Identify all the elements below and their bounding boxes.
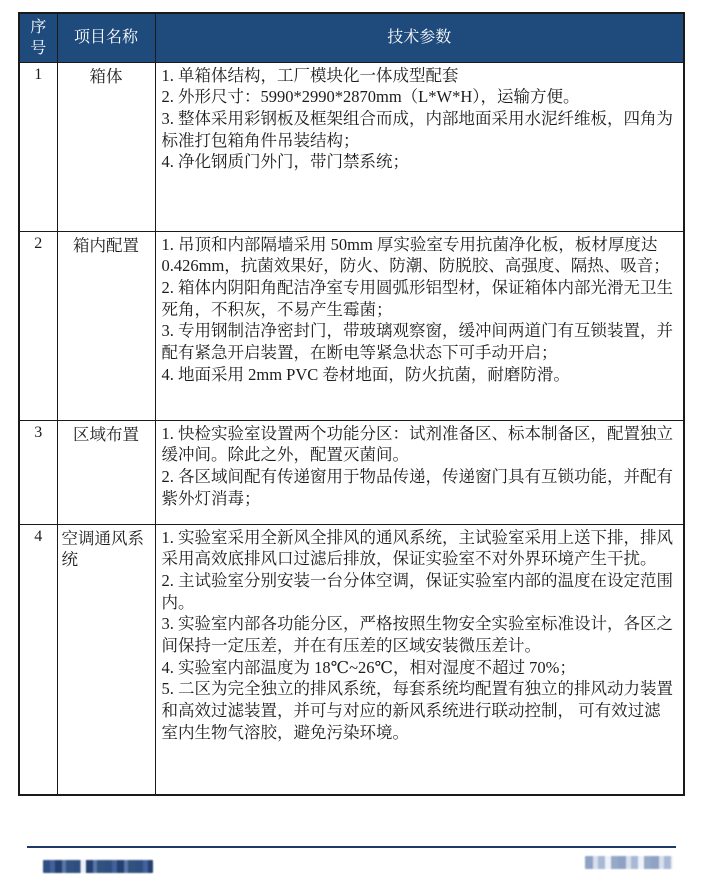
row-params bbox=[155, 420, 684, 524]
row-params bbox=[155, 231, 684, 420]
column-header-index: 序号 bbox=[19, 13, 57, 62]
row-params bbox=[155, 524, 684, 795]
row-index: 3 bbox=[19, 420, 57, 524]
param-item: 1. 快检实验室设置两个功能分区：试剂准备区、标本制备区，配置独立缓冲间。除此之外，配置灭菌间。 bbox=[161, 423, 673, 465]
param-item: 2. 各区域间配有传递窗用于物品传递，传递窗门具有互锁功能，并配有紫外灯消毒； bbox=[161, 466, 673, 508]
spec-table bbox=[18, 12, 685, 796]
table-row bbox=[19, 524, 684, 795]
param-item: 3. 整体采用彩钢板及框架组合而成，内部地面采用水泥纤维板，四角为标准打包箱角件吊装结构； bbox=[161, 108, 673, 150]
param-item: 3. 专用钢制洁净密封门，带玻璃观察窗，缓冲间两道门有互锁装置，并配有紧急开启装置，在断电等紧急状态下可手动开启； bbox=[161, 321, 673, 363]
row-name: 箱内配置 bbox=[57, 231, 155, 420]
row-name: 区域布置 bbox=[57, 420, 155, 524]
table-row bbox=[19, 420, 684, 524]
param-item: 1. 单箱体结构，工厂模块化一体成型配套 bbox=[161, 65, 459, 85]
row-index: 2 bbox=[19, 231, 57, 420]
footer-divider-line bbox=[27, 846, 676, 848]
row-name: 空调通风系统 bbox=[57, 524, 155, 795]
table-row bbox=[19, 62, 684, 231]
table-row bbox=[19, 231, 684, 420]
param-item: 4. 净化钢质门外门，带门禁系统； bbox=[161, 152, 409, 172]
column-header-name: 项目名称 bbox=[57, 13, 155, 62]
param-item: 2. 箱体内阴阳角配洁净室专用圆弧形铝型材，保证箱体内部光滑无卫生死角，不积灰，不易产生霉菌； bbox=[161, 277, 673, 319]
row-index: 1 bbox=[19, 62, 57, 231]
column-header-params: 技术参数 bbox=[155, 13, 684, 62]
param-item: 3. 实验室内部各功能分区，严格按照生物安全实验室标准设计，各区之间保持一定压差，并在有压差的区域安装微压差计。 bbox=[161, 614, 673, 656]
param-item: 2. 外形尺寸：5990*2990*2870mm（L*W*H），运输方便。 bbox=[161, 87, 580, 107]
param-item: 1. 实验室采用全新风全排风的通风系统，主试验室采用上送下排，排风采用高效底排风口过滤后排放，保证实验室不对外界环境产生干扰。 bbox=[161, 527, 673, 569]
row-params bbox=[155, 62, 684, 231]
param-item: 4. 实验室内部温度为 18℃~26℃，相对湿度不超过 70%； bbox=[161, 657, 576, 677]
param-item: 1. 吊顶和内部隔墙采用 50mm 厚实验室专用抗菌净化板，板材厚度达 0.426mm，抗菌效果好，防火、防潮、防脱胶、高强度、隔热、吸音； bbox=[161, 234, 670, 276]
param-item: 4. 地面采用 2mm PVC 卷材地面，防火抗菌，耐磨防滑。 bbox=[161, 364, 570, 384]
table-header-row bbox=[19, 13, 684, 62]
param-item: 5. 二区为完全独立的排风系统，每套系统均配置有独立的排风动力装置和高效过滤装置，并可与对应的新风系统进行联动控制， 可有效过滤室内生物气溶胶，避免污染环境。 bbox=[161, 679, 673, 742]
param-item: 2. 主试验室分别安装一台分体空调，保证实验室内部的温度在设定范围内。 bbox=[161, 570, 673, 612]
footer-left-redacted-text bbox=[43, 860, 153, 873]
row-index: 4 bbox=[19, 524, 57, 795]
row-name: 箱体 bbox=[57, 62, 155, 231]
footer-right-redacted-text bbox=[585, 856, 673, 869]
